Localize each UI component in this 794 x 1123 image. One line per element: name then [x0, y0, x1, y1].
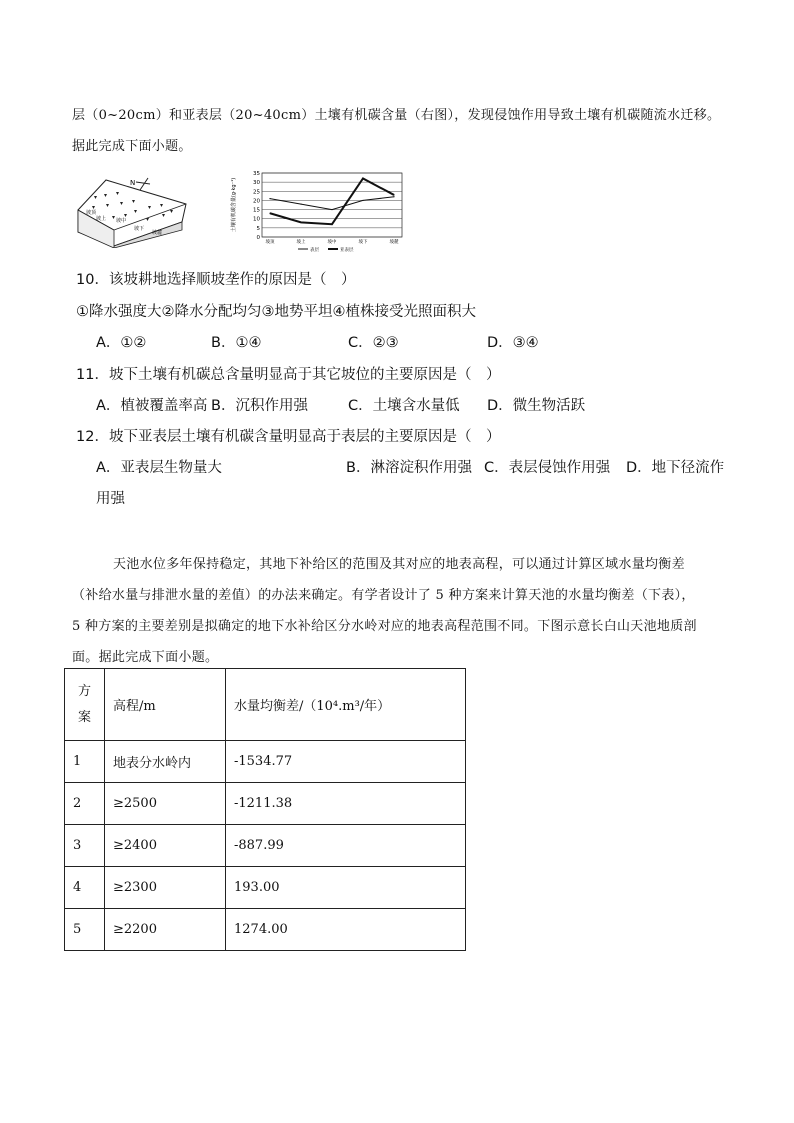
- passage2-line3: 5 种方案的主要差别是拟确定的地下水补给区分水岭对应的地表高程范围不同。下图示意长白山天池地质剖: [72, 619, 697, 634]
- table-cell: -1534.77: [226, 741, 466, 783]
- table-header-plan-b: 案: [77, 709, 91, 725]
- chart-ytick-label: 25: [253, 189, 260, 196]
- north-arrow-icon: [136, 182, 150, 184]
- table-cell: ≥2300: [105, 867, 226, 909]
- chart-point: [362, 200, 363, 201]
- q12-option-d[interactable]: D．地下径流作: [626, 460, 725, 476]
- table-header-row: [65, 669, 466, 741]
- table-header-elevation: 高程/m: [105, 669, 226, 741]
- table-cell: -887.99: [226, 825, 466, 867]
- chart-point: [269, 213, 270, 214]
- q12-option-b[interactable]: B．淋溶淀积作用强: [346, 460, 472, 476]
- chart-plot-frame: [262, 173, 402, 237]
- slope-label-foot: 坡麓: [152, 230, 163, 236]
- table-cell: ≥2500: [105, 783, 226, 825]
- slope-label-lower: 坡下: [134, 226, 145, 232]
- q10-stem: 10．该坡耕地选择顺坡垄作的原因是（ ）: [76, 272, 356, 288]
- chart-ylabel: 土壤有机碳含量(g·kg⁻¹): [231, 177, 237, 233]
- chart-legend-label: 亚表层: [340, 248, 354, 253]
- chart-ytick-label: 20: [253, 198, 260, 205]
- q12-option-d-continued: 用强: [96, 491, 125, 507]
- q10-option-a[interactable]: A．①②: [96, 335, 147, 351]
- table-cell: 4: [65, 867, 105, 909]
- table-row: [65, 909, 466, 951]
- table-cell: 193.00: [226, 867, 466, 909]
- table-header-plan-a: 方: [77, 683, 91, 699]
- table-row: [65, 741, 466, 783]
- chart-point: [393, 194, 394, 195]
- passage1-line2: 据此完成下面小题。: [72, 139, 192, 154]
- table-cell: -1211.38: [226, 783, 466, 825]
- table-row: [65, 783, 466, 825]
- q10-option-b[interactable]: B．①④: [211, 335, 262, 351]
- table-header-plan: [65, 669, 105, 741]
- table-cell: 2: [65, 783, 105, 825]
- slope-label-upper: 坡上: [96, 216, 107, 222]
- slope-label-middle: 坡中: [116, 218, 127, 224]
- q10-statements: ①降水强度大②降水分配均匀③地势平坦④植株接受光照面积大: [76, 304, 476, 320]
- chart-point: [300, 222, 301, 223]
- soil-carbon-chart: [226, 167, 406, 253]
- table-cell: 3: [65, 825, 105, 867]
- passage2-line4: 面。据此完成下面小题。: [72, 650, 219, 665]
- chart-point: [331, 209, 332, 210]
- chart-xtick-label: 坡上: [296, 240, 306, 245]
- slope-label-top: 坡顶: [86, 210, 97, 216]
- chart-series-line: [270, 197, 394, 210]
- chart-point: [331, 224, 332, 225]
- passage2-line2: （补给水量与排泄水量的差值）的办法来确定。有学者设计了 5 种方案来计算天池的水量均衡差（下表），: [72, 588, 695, 603]
- q11-option-d[interactable]: D．微生物活跃: [487, 398, 586, 414]
- table-cell: 1: [65, 741, 105, 783]
- q11-option-a[interactable]: A．植被覆盖率高: [96, 398, 208, 414]
- table-cell: 地表分水岭内: [105, 741, 226, 783]
- chart-xtick-label: 坡下: [358, 240, 368, 245]
- q10-option-c[interactable]: C．②③: [348, 335, 399, 351]
- table-header-balance: 水量均衡差/（10⁴.m³/年）: [226, 669, 466, 741]
- table-cell: ≥2400: [105, 825, 226, 867]
- q10-option-d[interactable]: D．③④: [487, 335, 539, 351]
- q11-option-c[interactable]: C．土壤含水量低: [348, 398, 460, 414]
- passage1-line1: 层（0~20cm）和亚表层（20~40cm）土壤有机碳含量（右图），发现侵蚀作用导致土壤有机碳随流水迁移。: [72, 108, 721, 123]
- passage2-line1: 天池水位多年保持稳定，其地下补给区的范围及其对应的地表高程，可以通过计算区域水量均衡差: [113, 557, 685, 572]
- q11-option-b[interactable]: B．沉积作用强: [211, 398, 308, 414]
- chart-series-line: [270, 178, 394, 224]
- water-balance-table: [64, 668, 466, 951]
- q12-option-c[interactable]: C．表层侵蚀作用强: [484, 460, 611, 476]
- table-row: [65, 825, 466, 867]
- table-cell: 5: [65, 909, 105, 951]
- slope-field-figure: [74, 170, 200, 248]
- q12-option-a[interactable]: A．亚表层生物量大: [96, 460, 222, 476]
- q12-stem: 12．坡下亚表层土壤有机碳含量明显高于表层的主要原因是（ ）: [76, 429, 501, 445]
- chart-point: [269, 198, 270, 199]
- chart-point: [300, 203, 301, 204]
- chart-xtick-label: 坡中: [327, 240, 337, 245]
- chart-legend-label: 表层: [310, 248, 319, 253]
- chart-point: [362, 178, 363, 179]
- table-cell: 1274.00: [226, 909, 466, 951]
- q11-stem: 11．坡下土壤有机碳总含量明显高于其它坡位的主要原因是（ ）: [76, 367, 501, 383]
- chart-point: [393, 196, 394, 197]
- chart-xtick-label: 坡麓: [389, 240, 399, 245]
- table-row: [65, 867, 466, 909]
- chart-xtick-label: 坡顶: [265, 240, 275, 245]
- chart-ytick-label: 0: [256, 235, 260, 241]
- chart-ytick-label: 30: [253, 180, 260, 187]
- chart-ytick-label: 10: [253, 216, 260, 223]
- chart-ytick-label: 5: [256, 225, 260, 232]
- chart-ytick-label: 15: [253, 207, 260, 214]
- chart-ytick-label: 35: [253, 171, 260, 177]
- table-cell: ≥2200: [105, 909, 226, 951]
- north-label: N: [130, 179, 136, 187]
